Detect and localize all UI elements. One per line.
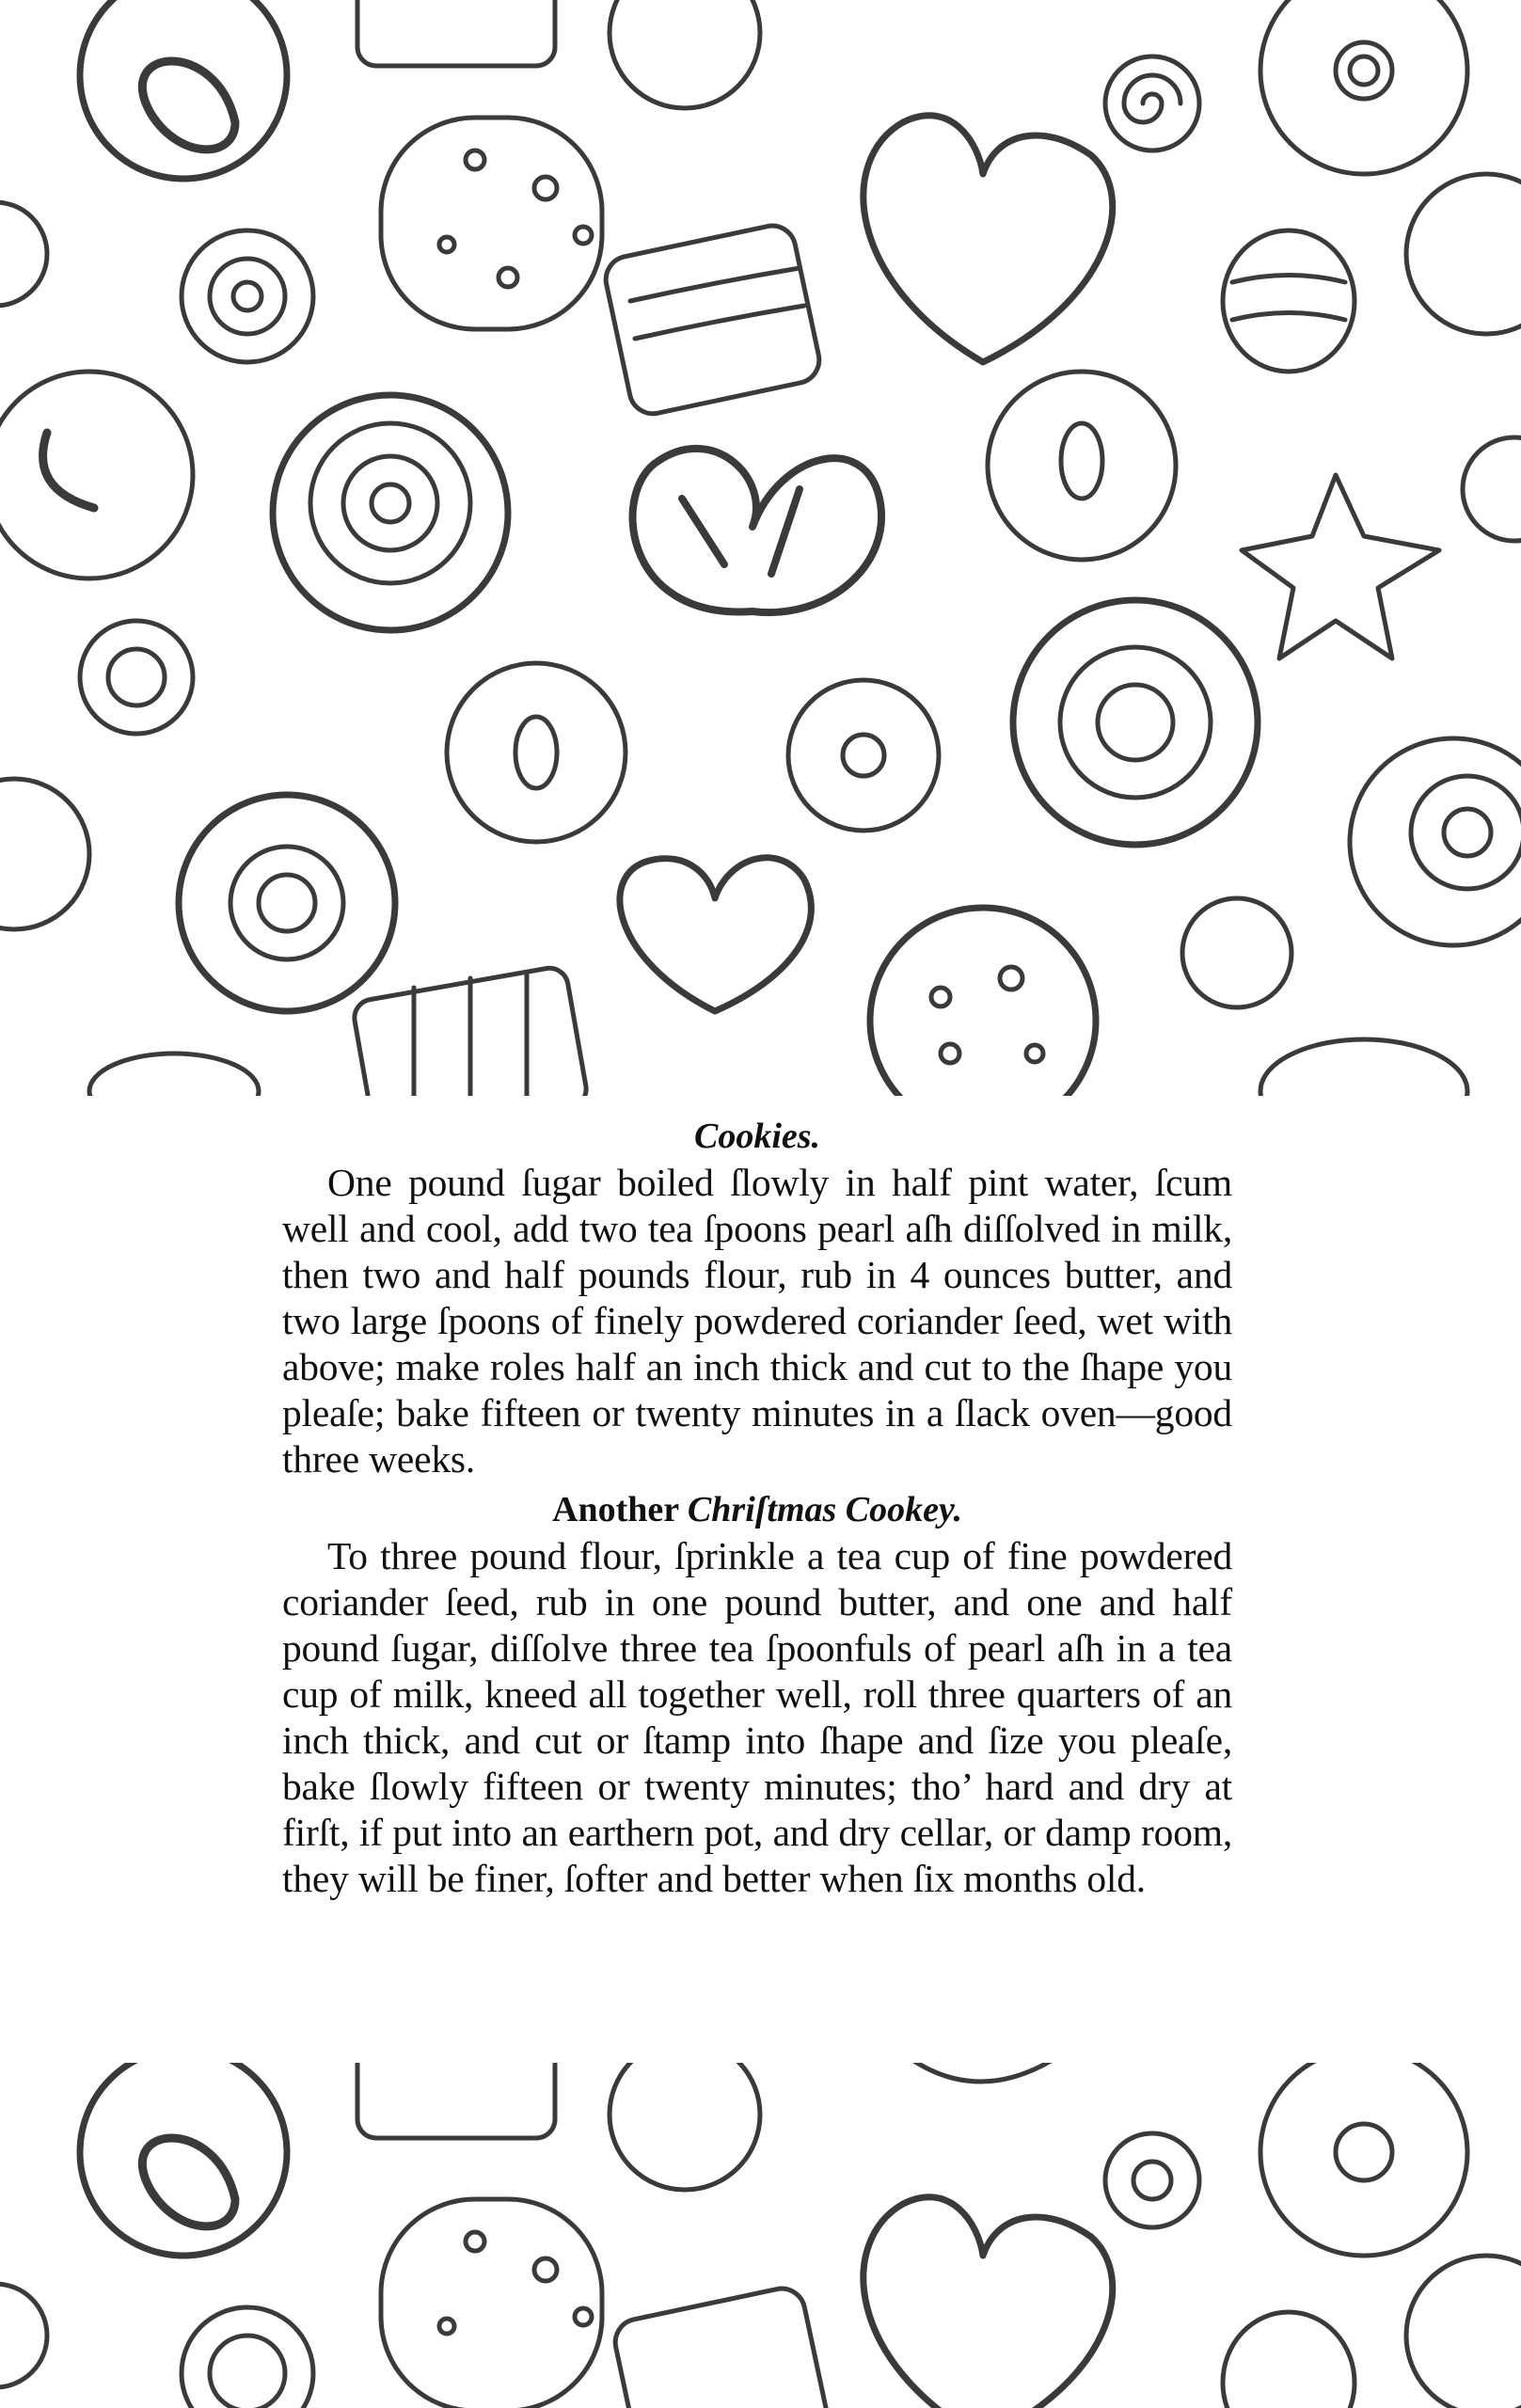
recipe-body-christmas-cookey: To three pound flour, ſprinkle a tea cup of fine powdered coriander ſeed, rub in one pound butter, and one and half pound ſugar, diſſolve three tea ſpoonfuls of pearl aſh in a tea cup of milk, kneed all together well, roll three quarters of an inch thick, and cut or ſtamp into ſhape and ſize you pleaſe, bake ſlowly fifteen or twenty minutes; tho’ hard and dry at firſt, if put into an earthern pot, and dry cellar, or damp room, they will be finer, ſofter and better when ſix months old. [282,1534,1232,1900]
recipe-text-block [282,1096,1232,2063]
cookie-pattern-icon [0,2063,1521,2408]
recipe-title-christmas-cookey [282,1486,1232,1533]
cookie-pattern-top [0,0,1521,1096]
recipe-title-cookies: Cookies. [693,1117,821,1156]
recipe-body-cookies: One pound ſugar boiled ſlowly in half pint water, ſcum well and cool, add two tea ſpoons pearl aſh diſſolved in milk, then two and half pounds flour, rub in 4 ounces butter, and two large ſpoons of finely powdered coriander ſeed, wet with above; make roles half an inch thick and cut to the ſhape you pleaſe; bake fifteen or twenty minutes in a ſlack oven—good three weeks. [282,1161,1232,1481]
cookie-pattern-icon [0,0,1521,1096]
recipe-title-christmas-prefix: Another [552,1490,688,1529]
recipe-title-christmas-italic: Chriſtmas Cookey. [687,1490,962,1529]
cookie-pattern-bottom [0,2063,1521,2408]
